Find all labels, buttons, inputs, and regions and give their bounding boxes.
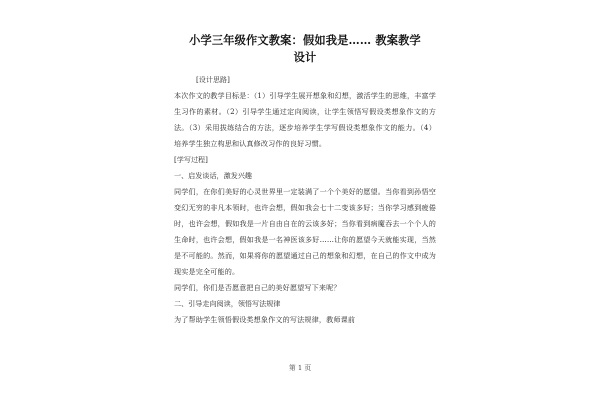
section-heading-1: 一、启发谈话，激发兴趣 xyxy=(174,171,253,180)
body-paragraph-2: 同学们，你们是否愿意把自己的美好愿望写下来呢？ xyxy=(174,283,341,292)
design-section-tag: [设计思路] xyxy=(196,75,230,84)
document-title xyxy=(174,32,436,66)
design-paragraph: 本次作文的教学目标是：（1）引导学生展开想象和幻想，激活学生的思维，丰富学生习作的素材。（2）引导学生通过定向阅读，让学生领悟写假设类想象作文的方法。（3）采用拔练结合的方法，逐步培养学生学写假设类想象作文的能力。（4）培养学生独立构思和认真修改习作的良好习惯。 xyxy=(174,91,436,148)
document-body xyxy=(174,32,436,328)
document-title-line-1: 小学三年级作文教案：假如我是…… 教案教学 xyxy=(189,33,421,47)
body-paragraph-1: 同学们，在你们美好的心灵世界里一定装满了一个个美好的愿望。当你看到孙悟空变幻无穷的非凡本领时，也许会想，假如我会七十二变该多好；当你学习感到疲倦时，也许会想，假如我是一片自由自在的云该多好；当你看到病魔吞去一个个人的生命时，也许会想，假如我是一名神医该多好……让你的愿望今天就能实现，当然是不可能的。然而，如果将你的愿望通过自己的想象和幻想，在自己的作文中成为现实是完全可能的。 xyxy=(174,187,436,276)
page-number-footer: 第 1 页 xyxy=(288,364,312,372)
body-paragraph-3: 为了帮助学生领悟假设类想象作文的写法规律，教师课前 xyxy=(174,315,356,324)
process-section-tag: [学写过程] xyxy=(174,155,208,164)
section-heading-2: 二、引导走向阅读，领悟写法规律 xyxy=(174,299,281,308)
document-title-line-2: 设计 xyxy=(293,50,317,64)
